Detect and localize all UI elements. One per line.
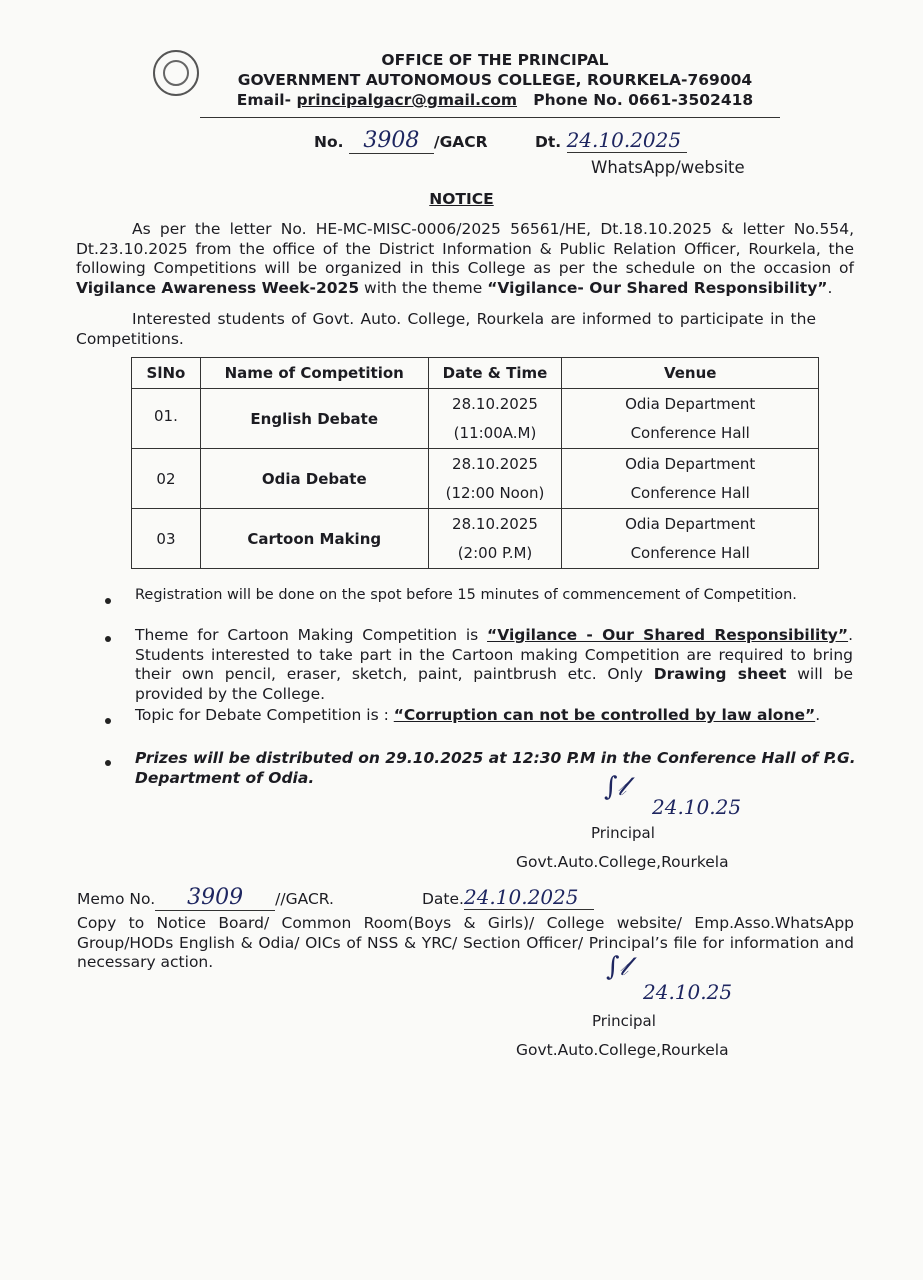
cell-slno: 03 — [132, 509, 201, 569]
bullet-registration: Registration will be done on the spot before 15 minutes of commencement of Competition. — [135, 587, 797, 603]
reference-date-value: 24.10.2025 — [566, 128, 682, 152]
cell-venue-hall: Conference Hall — [630, 484, 750, 503]
signature-organization: Govt.Auto.College,Rourkela — [516, 853, 729, 871]
cell-slno: 01. — [132, 389, 201, 449]
signature-date: 24.10.25 — [652, 795, 742, 819]
bullet-debate-topic: Topic for Debate Competition is : “Corruption can not be controlled by law alone”. — [135, 706, 821, 724]
bullet-prize-distribution: Prizes will be distributed on 29.10.2025 at 12:30 P.M in the Conference Hall of P.G. Department of Odia. — [135, 749, 856, 787]
table-row — [132, 449, 819, 509]
competition-table — [131, 357, 819, 569]
bullet-icon — [105, 598, 111, 604]
cell-time: (2:00 P.M) — [457, 544, 533, 563]
cell-name: Odia Debate — [200, 449, 428, 509]
cell-venue-dept: Odia Department — [625, 514, 756, 533]
notice-paragraph-1: As per the letter No. HE-MC-MISC-0006/2025 56561/HE, Dt.18.10.2025 & letter No.554, Dt.23.10.2025 from the office of the District Information & Public Relation Officer, Rourkela, the following Competitions will be organized in this College as per the schedule on the occasion of Vigilance Awareness Week-2025 with the theme “Vigilance- Our Shared Responsibility”. — [76, 220, 854, 297]
signature-organization: Govt.Auto.College,Rourkela — [516, 1041, 729, 1059]
notice-paragraph-2: Interested students of Govt. Auto. College, Rourkela are informed to participate in the Competitions. — [76, 310, 816, 348]
bullet-icon — [105, 718, 111, 724]
table-row — [132, 509, 819, 569]
cell-venue-dept: Odia Department — [625, 454, 756, 473]
cell-time: (11:00A.M) — [453, 424, 537, 443]
contact-line — [200, 90, 790, 110]
principal-signature: ∫𝓁 — [604, 772, 627, 802]
reference-number-value: 3908 — [363, 128, 420, 153]
header-datetime: Date & Time — [428, 358, 562, 389]
phone: Phone No. 0661-3502418 — [533, 91, 754, 109]
header-slno: SlNo — [132, 358, 201, 389]
cell-time: (12:00 Noon) — [445, 484, 545, 503]
copy-to-list: Copy to Notice Board/ Common Room(Boys & Girls)/ College website/ Emp.Asso.WhatsApp Group/HODs English & Odia/ OICs of NSS & YRC/ Section Officer/ Principal’s file for information and necessary action. — [77, 914, 854, 971]
cell-date: 28.10.2025 — [452, 514, 538, 533]
table-header-row — [132, 358, 819, 389]
cell-venue-hall: Conference Hall — [630, 544, 750, 563]
bullet-icon — [105, 760, 111, 766]
header-divider — [200, 117, 780, 118]
cell-name: Cartoon Making — [200, 509, 428, 569]
bullet-cartoon-theme: Theme for Cartoon Making Competition is “Vigilance - Our Shared Responsibility”. Students interested to take part in the Cartoon making Competition are required to bring their own pencil, eraser, sketch, paint, paintbrush etc. Only Drawing sheet will be provided by the College. — [135, 626, 853, 703]
college-name: GOVERNMENT AUTONOMOUS COLLEGE, ROURKELA-769004 — [237, 71, 753, 89]
cell-venue-hall: Conference Hall — [630, 424, 750, 443]
header-venue: Venue — [562, 358, 819, 389]
table-row — [132, 389, 819, 449]
college-emblem-icon — [153, 50, 199, 96]
office-title: OFFICE OF THE PRINCIPAL — [381, 51, 609, 69]
signature-title: Principal — [591, 824, 655, 842]
cell-slno: 02 — [132, 449, 201, 509]
distribution-channel: WhatsApp/website — [591, 158, 745, 177]
signature-title: Principal — [592, 1012, 656, 1030]
principal-signature: ∫𝓁 — [606, 952, 629, 982]
email-label: Email- — [236, 91, 297, 109]
memo-number: Memo No. 3909 //GACR. — [77, 885, 334, 910]
bullet-icon — [105, 636, 111, 642]
memo-date: Date.24.10.2025 — [422, 885, 594, 910]
cell-date: 28.10.2025 — [452, 394, 538, 413]
signature-date: 24.10.25 — [643, 980, 733, 1004]
cell-name: English Debate — [200, 389, 428, 449]
cell-venue-dept: Odia Department — [625, 394, 756, 413]
cell-date: 28.10.2025 — [452, 454, 538, 473]
memo-number-value: 3909 — [187, 885, 244, 910]
reference-date: Dt. 24.10.2025 — [535, 128, 687, 153]
header-name: Name of Competition — [200, 358, 428, 389]
memo-date-value: 24.10.2025 — [463, 885, 579, 909]
email-link[interactable]: principalgacr@gmail.com — [296, 91, 518, 109]
notice-title: NOTICE — [429, 190, 494, 208]
reference-number: No. 3908 /GACR — [314, 128, 488, 153]
